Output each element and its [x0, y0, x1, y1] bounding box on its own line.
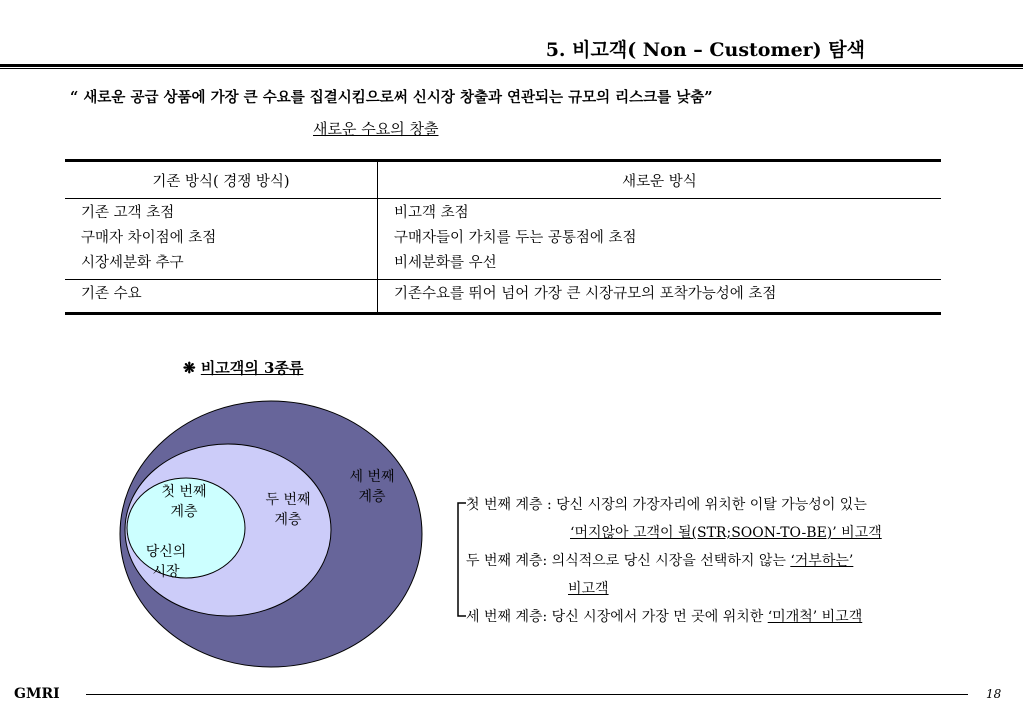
- tier3-emphasis: ‘미개척’ 비고객: [767, 609, 863, 625]
- label-line: 계층: [274, 512, 302, 528]
- tier2-description: [466, 547, 882, 575]
- key-quote: “ 새로운 공급 상품에 가장 큰 수요를 집결시킴으로써 신시장 창출과 연관되는 규모의 리스크를 낮춤”: [70, 89, 713, 106]
- tier1-emphasis: ‘머지않아 고객이 될(STR;SOON-TO-BE)’ 비고객: [570, 525, 882, 541]
- your-market-label: [134, 542, 198, 582]
- page-title: 5. 비고객( Non – Customer) 탐색: [545, 39, 865, 61]
- label-line: 계층: [170, 504, 198, 520]
- cell-line: 기존수요를 뛰어 넘어 가장 큰 시장규모의 포착가능성에 초점: [394, 286, 777, 302]
- header-existing-approach: 기존 방식( 경쟁 방식): [65, 161, 378, 199]
- section-subtitle: 새로운 수요의 창출: [313, 120, 439, 138]
- cell-line: 비세분화를 우선: [394, 255, 497, 271]
- description-bracket: [458, 503, 466, 616]
- inner-tier-label: [152, 482, 216, 522]
- label-line: 세 번째: [349, 469, 395, 485]
- label-line: 첫 번째: [161, 484, 207, 500]
- tier2-prefix: 두 번째 계층: 의식적으로 당신 시장을 선택하지 않는: [466, 553, 791, 569]
- cell-line: 시장세분화 추구: [81, 255, 184, 271]
- tier1-description: 첫 번째 계층 : 당신 시장의 가장자리에 위치한 이탈 가능성이 있는: [466, 497, 867, 513]
- label-line: 두 번째: [265, 492, 311, 508]
- tier2-continuation-line: [466, 575, 882, 603]
- tier3-description: [466, 603, 882, 631]
- tier1-emphasis-line: [466, 519, 882, 547]
- label-line: 시장: [152, 564, 180, 580]
- header-new-approach: 새로운 방식: [378, 161, 942, 199]
- cell-line: 기존 수요: [81, 286, 142, 302]
- footer-brand-logo: GMRI: [14, 686, 60, 702]
- footer-rule: [86, 694, 968, 695]
- tier-descriptions: [466, 491, 882, 631]
- label-line: 계층: [358, 489, 386, 505]
- cell-line: 비고객 초점: [394, 205, 469, 221]
- tier3-prefix: 세 번째 계층: 당신 시장에서 가장 먼 곳에 위치한: [466, 609, 768, 625]
- non-customer-types-title: 비고객의 3종류: [200, 359, 304, 377]
- cell-line: 기존 고객 초점: [81, 205, 175, 221]
- middle-tier-label: [256, 490, 320, 530]
- asterisk-bullet-icon: ❋: [183, 359, 196, 377]
- label-line: 당신의: [145, 544, 187, 560]
- cell-line: 구매자 차이점에 초점: [81, 230, 217, 246]
- tier2-emphasis: ‘거부하는’: [790, 553, 854, 569]
- outer-tier-label: [340, 467, 404, 507]
- page-number: 18: [986, 687, 1002, 701]
- tier2-continuation: 비고객: [568, 581, 609, 597]
- cell-line: 구매자들이 가치를 두는 공통점에 초점: [394, 230, 637, 246]
